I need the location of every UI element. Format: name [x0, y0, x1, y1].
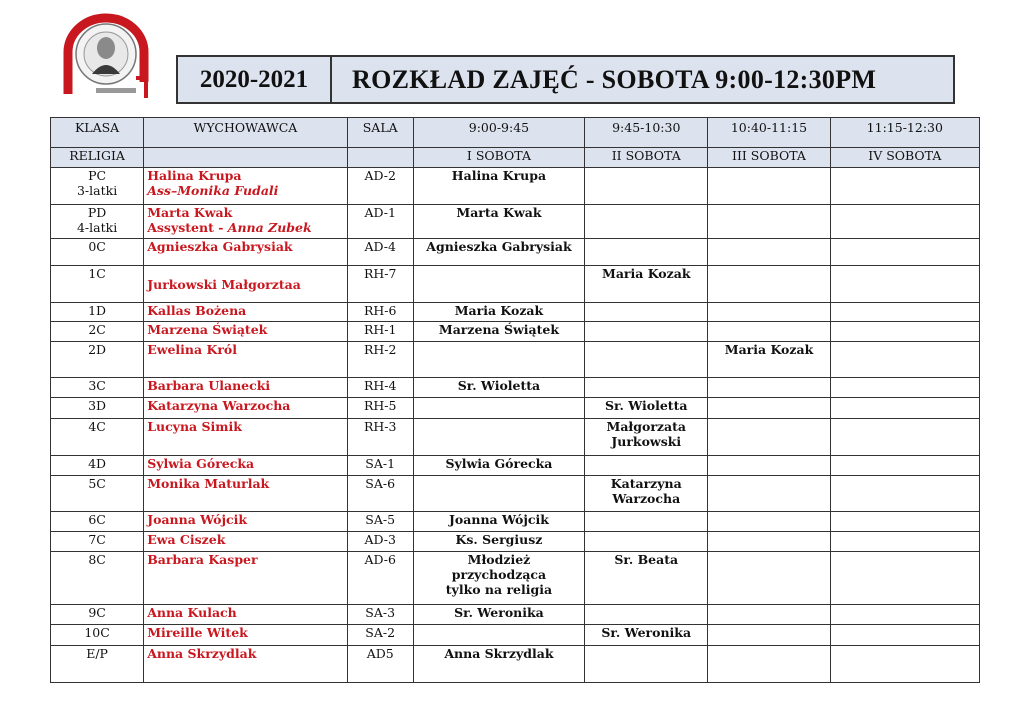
slot-cell: [830, 168, 979, 205]
table-row: [51, 322, 980, 342]
school-logo: [50, 12, 162, 104]
slot-cell: [708, 239, 830, 266]
column-header: 9:45-10:30: [585, 118, 708, 148]
slot-cell: [585, 378, 708, 398]
title-banner: [176, 55, 955, 104]
class-cell: 4D: [51, 456, 144, 476]
slot-cell: Halina Krupa: [413, 168, 584, 205]
slot-cell: Maria Kozak: [708, 342, 830, 378]
slot-cell: Ks. Sergiusz: [413, 532, 584, 552]
slot-cell: [413, 419, 584, 456]
school-year: 2020-2021: [178, 57, 332, 102]
room-cell: RH-2: [347, 342, 413, 378]
slot-cell: [585, 205, 708, 239]
column-subheader: [347, 148, 413, 168]
column-header: KLASA: [51, 118, 144, 148]
room-cell: AD-4: [347, 239, 413, 266]
room-cell: RH-4: [347, 378, 413, 398]
school-seal-logo-icon: [50, 12, 162, 104]
slot-cell: [708, 168, 830, 205]
teacher-cell: Halina Krupa Ass–Monika Fudali: [144, 168, 347, 205]
slot-cell: [830, 605, 979, 625]
slot-cell: Marzena Świątek: [413, 322, 584, 342]
column-subheader: IV SOBOTA: [830, 148, 979, 168]
room-cell: SA-1: [347, 456, 413, 476]
class-cell: 1D: [51, 303, 144, 322]
slot-cell: [830, 205, 979, 239]
room-cell: SA-2: [347, 625, 413, 646]
slot-cell: [708, 266, 830, 303]
slot-cell: Marta Kwak: [413, 205, 584, 239]
teacher-cell: Jurkowski Małgorztaa: [144, 266, 347, 303]
slot-cell: [830, 456, 979, 476]
teacher-cell: Monika Maturlak: [144, 476, 347, 512]
slot-cell: Sr. Beata: [585, 552, 708, 605]
slot-cell: Sr. Weronika: [585, 625, 708, 646]
slot-cell: [708, 303, 830, 322]
slot-cell: [708, 552, 830, 605]
column-header: 9:00-9:45: [413, 118, 584, 148]
slot-cell: [830, 239, 979, 266]
room-cell: RH-7: [347, 266, 413, 303]
class-cell: PC 3-latki: [51, 168, 144, 205]
slot-cell: Joanna Wójcik: [413, 512, 584, 532]
class-cell: E/P: [51, 646, 144, 683]
slot-cell: [413, 398, 584, 419]
teacher-cell: Marzena Świątek: [144, 322, 347, 342]
slot-cell: [708, 605, 830, 625]
slot-cell: Młodzież przychodząca tylko na religia: [413, 552, 584, 605]
slot-cell: [708, 378, 830, 398]
room-cell: SA-6: [347, 476, 413, 512]
teacher-cell: Barbara Ulanecki: [144, 378, 347, 398]
room-cell: SA-5: [347, 512, 413, 532]
slot-cell: [830, 419, 979, 456]
class-cell: 2D: [51, 342, 144, 378]
table-row: [51, 552, 980, 605]
teacher-cell: Anna Kulach: [144, 605, 347, 625]
page-title: ROZKŁAD ZAJĘĆ - SOBOTA 9:00-12:30PM: [352, 64, 877, 94]
room-cell: AD-3: [347, 532, 413, 552]
teacher-cell: Agnieszka Gabrysiak: [144, 239, 347, 266]
table-row: [51, 419, 980, 456]
slot-cell: [585, 646, 708, 683]
slot-cell: [413, 266, 584, 303]
slot-cell: [585, 532, 708, 552]
teacher-cell: Ewelina Król: [144, 342, 347, 378]
slot-cell: [585, 168, 708, 205]
class-cell: 1C: [51, 266, 144, 303]
slot-cell: [708, 476, 830, 512]
class-cell: 4C: [51, 419, 144, 456]
room-cell: RH-1: [347, 322, 413, 342]
class-cell: 8C: [51, 552, 144, 605]
table-row: [51, 605, 980, 625]
slot-cell: [585, 342, 708, 378]
slot-cell: [585, 303, 708, 322]
slot-cell: [830, 625, 979, 646]
slot-cell: [585, 512, 708, 532]
column-header: WYCHOWAWCA: [144, 118, 347, 148]
class-cell: 6C: [51, 512, 144, 532]
slot-cell: Maria Kozak: [585, 266, 708, 303]
teacher-cell: Anna Skrzydlak: [144, 646, 347, 683]
slot-cell: [413, 476, 584, 512]
column-header: SALA: [347, 118, 413, 148]
room-cell: RH-5: [347, 398, 413, 419]
slot-cell: Sr. Wioletta: [585, 398, 708, 419]
table-row: [51, 398, 980, 419]
teacher-cell: Barbara Kasper: [144, 552, 347, 605]
slot-cell: [830, 342, 979, 378]
table-row: [51, 342, 980, 378]
slot-cell: [708, 322, 830, 342]
teacher-cell: Ewa Ciszek: [144, 532, 347, 552]
slot-cell: [585, 605, 708, 625]
teacher-cell: Lucyna Simik: [144, 419, 347, 456]
class-cell: 0C: [51, 239, 144, 266]
column-subheader: II SOBOTA: [585, 148, 708, 168]
teacher-cell: Joanna Wójcik: [144, 512, 347, 532]
class-cell: 3D: [51, 398, 144, 419]
slot-cell: [708, 512, 830, 532]
slot-cell: [413, 625, 584, 646]
column-subheader: RELIGIA: [51, 148, 144, 168]
slot-cell: [830, 303, 979, 322]
class-cell: 7C: [51, 532, 144, 552]
room-cell: AD-2: [347, 168, 413, 205]
class-cell: PD 4-latki: [51, 205, 144, 239]
room-cell: AD-1: [347, 205, 413, 239]
slot-cell: Sr. Weronika: [413, 605, 584, 625]
slot-cell: Katarzyna Warzocha: [585, 476, 708, 512]
column-subheader: I SOBOTA: [413, 148, 584, 168]
column-subheader: [144, 148, 347, 168]
class-cell: 9C: [51, 605, 144, 625]
schedule-table: [50, 117, 980, 683]
class-cell: 5C: [51, 476, 144, 512]
table-row: [51, 168, 980, 205]
slot-cell: [585, 322, 708, 342]
slot-cell: [708, 646, 830, 683]
table-row: [51, 512, 980, 532]
slot-cell: Maria Kozak: [413, 303, 584, 322]
table-row: [51, 476, 980, 512]
slot-cell: [830, 646, 979, 683]
class-cell: 10C: [51, 625, 144, 646]
table-row: [51, 532, 980, 552]
slot-cell: Sr. Wioletta: [413, 378, 584, 398]
teacher-cell: Kallas Bożena: [144, 303, 347, 322]
table-row: [51, 239, 980, 266]
slot-cell: [708, 456, 830, 476]
slot-cell: [830, 552, 979, 605]
teacher-cell: Marta Kwak Assystent - Anna Zubek: [144, 205, 347, 239]
slot-cell: [830, 266, 979, 303]
slot-cell: [708, 398, 830, 419]
column-subheader: III SOBOTA: [708, 148, 830, 168]
teacher-cell: Katarzyna Warzocha: [144, 398, 347, 419]
slot-cell: [413, 342, 584, 378]
column-header: 11:15-12:30: [830, 118, 979, 148]
column-header: 10:40-11:15: [708, 118, 830, 148]
slot-cell: [708, 625, 830, 646]
table-row: [51, 266, 980, 303]
table-row: [51, 205, 980, 239]
slot-cell: [708, 205, 830, 239]
slot-cell: [708, 532, 830, 552]
room-cell: SA-3: [347, 605, 413, 625]
slot-cell: [585, 239, 708, 266]
table-subheader-row: [51, 148, 980, 168]
table-row: [51, 378, 980, 398]
slot-cell: [830, 476, 979, 512]
room-cell: RH-6: [347, 303, 413, 322]
slot-cell: [830, 398, 979, 419]
slot-cell: Małgorzata Jurkowski: [585, 419, 708, 456]
class-cell: 3C: [51, 378, 144, 398]
slot-cell: [830, 532, 979, 552]
table-header-row: [51, 118, 980, 148]
teacher-cell: Mireille Witek: [144, 625, 347, 646]
room-cell: AD5: [347, 646, 413, 683]
slot-cell: [830, 378, 979, 398]
slot-cell: [708, 419, 830, 456]
slot-cell: Anna Skrzydlak: [413, 646, 584, 683]
slot-cell: [830, 322, 979, 342]
slot-cell: Sylwia Górecka: [413, 456, 584, 476]
teacher-cell: Sylwia Górecka: [144, 456, 347, 476]
table-row: [51, 303, 980, 322]
slot-cell: [830, 512, 979, 532]
class-cell: 2C: [51, 322, 144, 342]
slot-cell: [585, 456, 708, 476]
table-row: [51, 456, 980, 476]
room-cell: AD-6: [347, 552, 413, 605]
table-row: [51, 646, 980, 683]
table-row: [51, 625, 980, 646]
room-cell: RH-3: [347, 419, 413, 456]
slot-cell: Agnieszka Gabrysiak: [413, 239, 584, 266]
